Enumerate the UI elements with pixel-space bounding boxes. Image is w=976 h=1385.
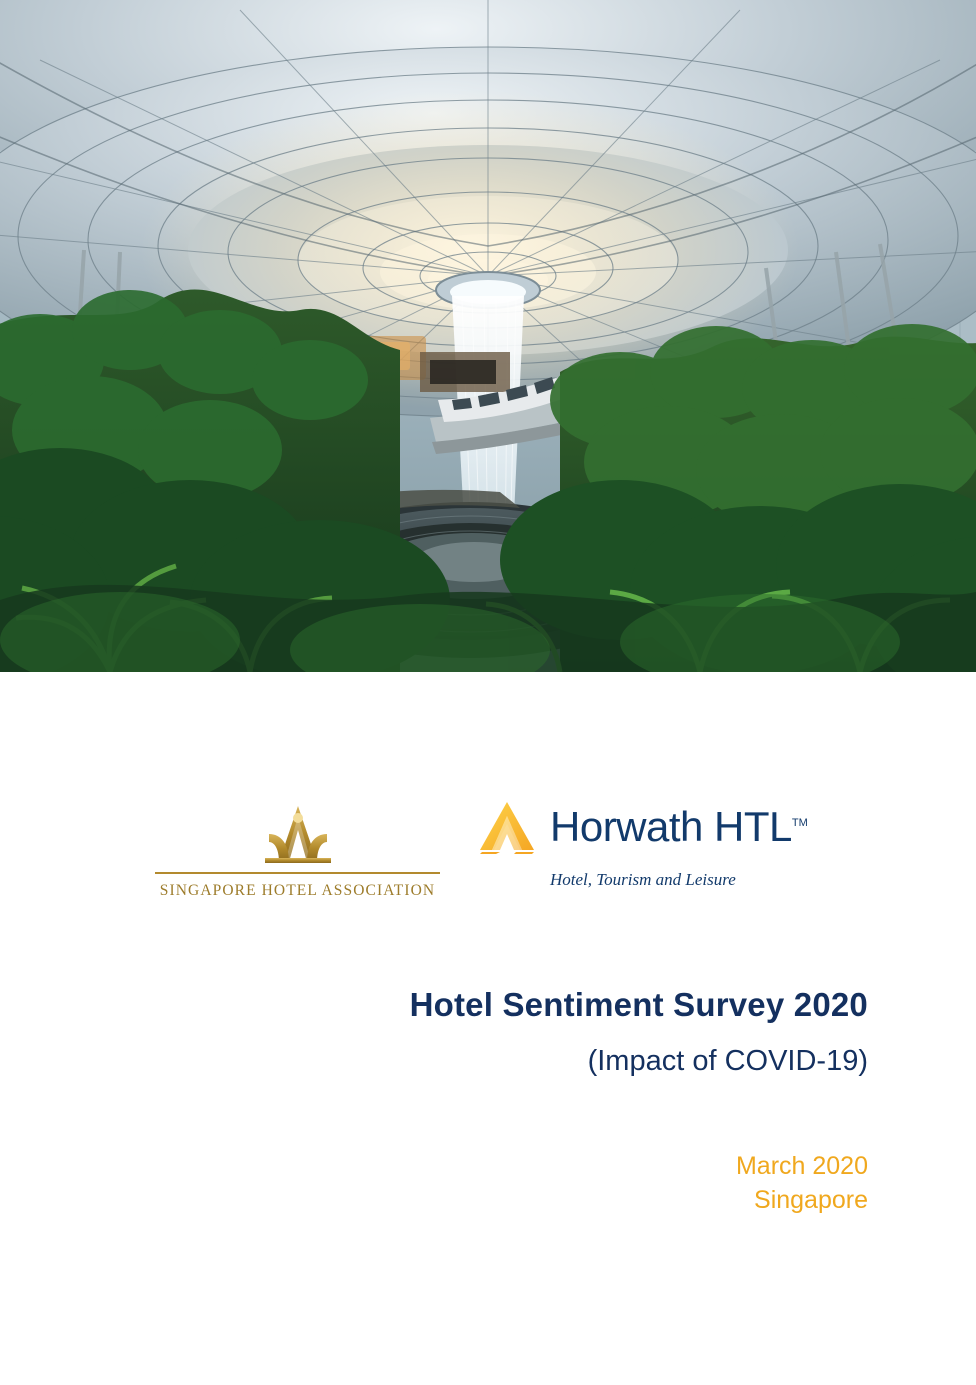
horwath-tagline: Hotel, Tourism and Leisure bbox=[550, 870, 736, 889]
publication-date: March 2020 bbox=[735, 1152, 868, 1180]
singapore-hotel-association-logo bbox=[155, 790, 440, 900]
horwath-htl-logo bbox=[476, 790, 821, 890]
title-block bbox=[168, 985, 868, 1078]
sha-divider bbox=[155, 872, 440, 874]
page-subtitle: (Impact of COVID-19) bbox=[587, 1044, 868, 1077]
horwath-chevron-icon bbox=[476, 800, 538, 854]
logo-row bbox=[0, 790, 976, 925]
horwath-wordmark bbox=[550, 803, 808, 850]
sha-emblem-icon bbox=[255, 804, 341, 866]
trademark-symbol: TM bbox=[791, 817, 808, 829]
page-title: Hotel Sentiment Survey 2020 bbox=[409, 986, 868, 1023]
horwath-wordmark-text: Horwath HTL bbox=[550, 803, 792, 850]
cover-image bbox=[0, 0, 976, 672]
publication-location: Singapore bbox=[754, 1185, 868, 1214]
sha-wordmark: SINGAPORE HOTEL ASSOCIATION bbox=[159, 882, 436, 899]
document-meta bbox=[168, 1150, 868, 1218]
